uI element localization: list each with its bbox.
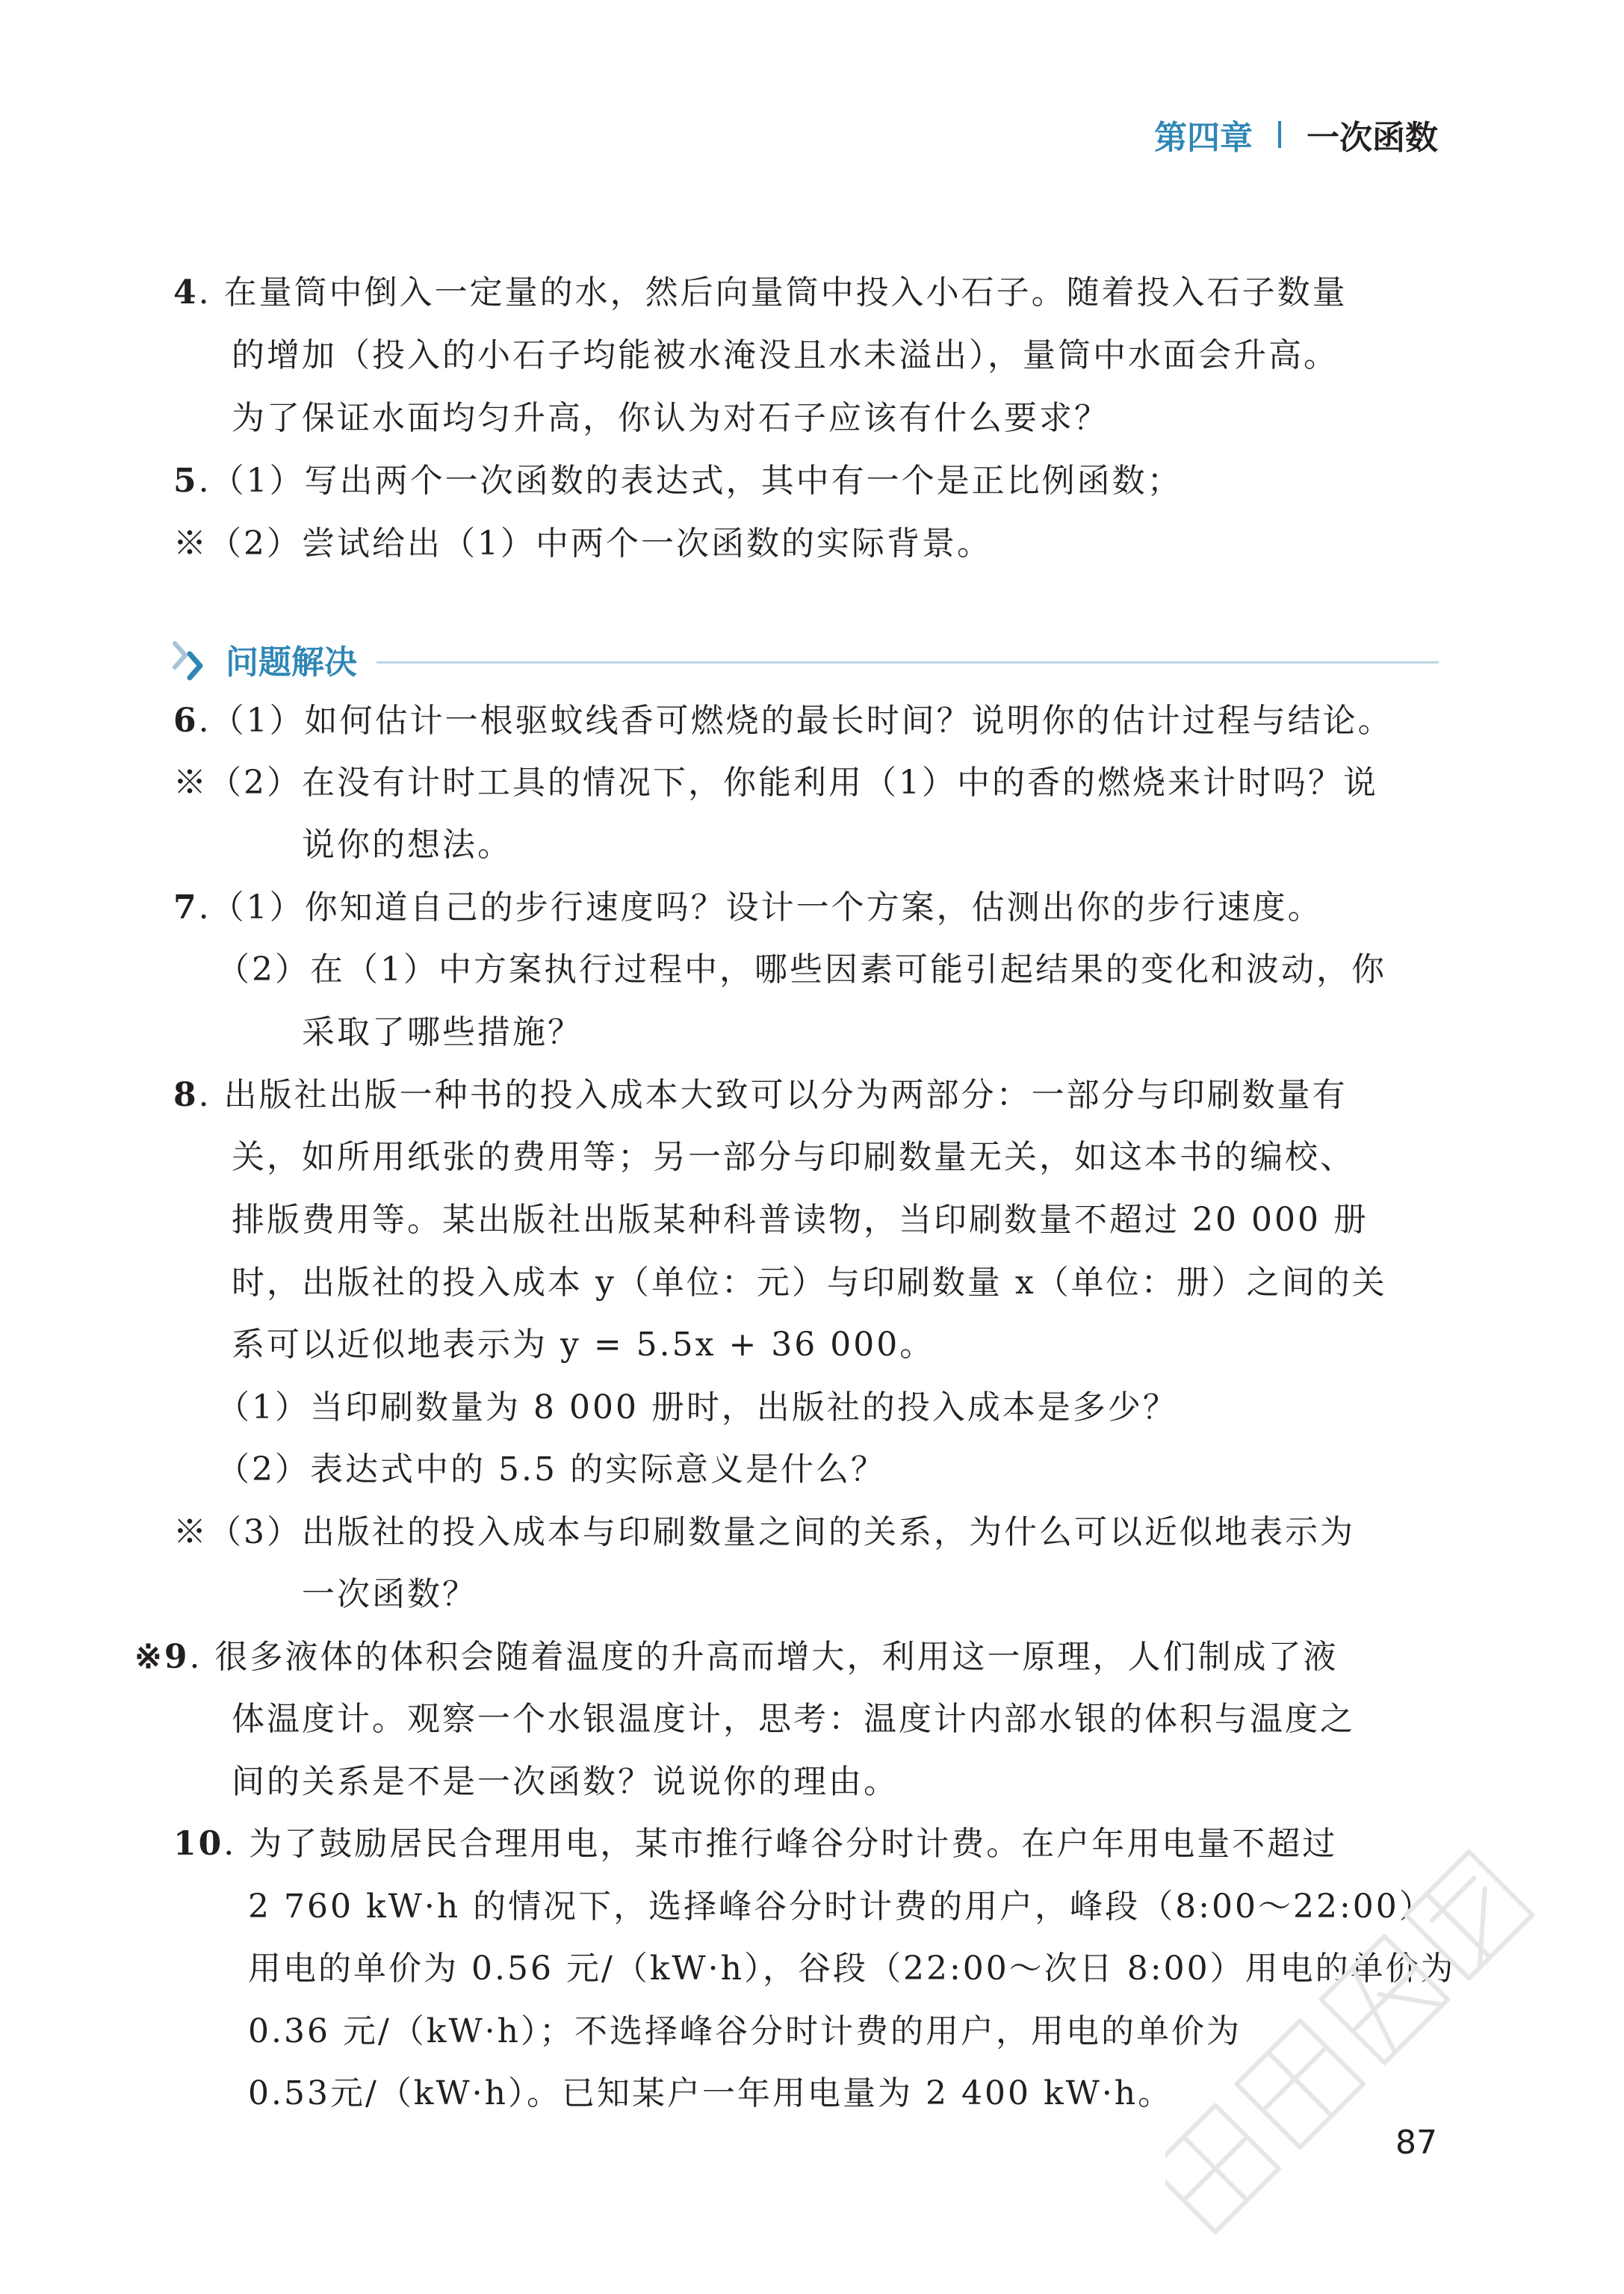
problem-4-line-2: 的增加（投入的小石子均能被水淹没且水未溢出），量筒中水面会升高。 <box>232 336 1339 374</box>
problem-10-line-5: 0.53元/（kW·h）。已知某户一年用电量为 2 400 kW·h。 <box>248 2074 1174 2112</box>
problem-6-line-3: 说你的想法。 <box>302 826 512 864</box>
problem-6-line-1: 6.（1）如何估计一根驱蚊线香可燃烧的最长时间？说明你的估计过程与结论。 <box>173 702 1393 740</box>
publisher-watermark <box>1165 1808 1624 2287</box>
problem-9-line-2: 体温度计。观察一个水银温度计，思考：温度计内部水银的体积与温度之 <box>232 1700 1355 1738</box>
problem-5-line-1: 5.（1）写出两个一次函数的表达式，其中有一个是正比例函数； <box>173 462 1183 500</box>
chapter-label: 第四章 <box>1154 119 1253 157</box>
problem-6-line-2: ※（2）在没有计时工具的情况下，你能利用（1）中的香的燃烧来计时吗？说 <box>173 764 1378 802</box>
chevron-icon <box>169 633 221 685</box>
problem-8-line-8: ※（3）出版社的投入成本与印刷数量之间的关系，为什么可以近似地表示为 <box>173 1513 1355 1551</box>
problem-8-line-2: 关，如所用纸张的费用等；另一部分与印刷数量无关，如这本书的编校、 <box>232 1138 1355 1176</box>
section-rule <box>376 661 1439 664</box>
problem-5-line-2: ※（2）尝试给出（1）中两个一次函数的实际背景。 <box>173 525 992 563</box>
problem-9-line-1: ※9. 很多液体的体积会随着温度的升高而增大，利用这一原理，人们制成了液 <box>134 1638 1339 1676</box>
problem-8-line-5: 系可以近似地表示为 y = 5.5x + 36 000。 <box>232 1326 935 1364</box>
problem-8-line-1: 8. 出版社出版一种书的投入成本大致可以分为两部分：一部分与印刷数量有 <box>173 1076 1348 1114</box>
running-header <box>1154 112 1483 157</box>
section-heading <box>169 629 1439 689</box>
section-title: 问题解决 <box>226 643 357 681</box>
header-divider <box>1278 121 1281 148</box>
problem-10-line-4: 0.36 元/（kW·h）；不选择峰谷分时计费的用户，用电的单价为 <box>248 2012 1242 2050</box>
problem-10-line-2: 2 760 kW·h 的情况下，选择峰谷分时计费的用户，峰段（8:00～22:00） <box>248 1888 1434 1926</box>
problem-7-line-1: 7.（1）你知道自己的步行速度吗？设计一个方案，估测出你的步行速度。 <box>173 888 1323 927</box>
problem-10-line-3: 用电的单价为 0.56 元/（kW·h），谷段（22:00～次日 8:00）用电的单价为 <box>248 1950 1456 1988</box>
problem-8-line-7: （2）表达式中的 5.5 的实际意义是什么？ <box>217 1450 886 1488</box>
problem-7-line-3: 采取了哪些措施？ <box>302 1013 583 1051</box>
problem-10-line-1: 10. 为了鼓励居民合理用电，某市推行峰谷分时计费。在户年用电量不超过 <box>173 1825 1338 1863</box>
problem-7-line-2: （2）在（1）中方案执行过程中，哪些因素可能引起结果的变化和波动，你 <box>217 950 1386 989</box>
problem-4-line-3: 为了保证水面均匀升高，你认为对石子应该有什么要求？ <box>232 399 1109 437</box>
problem-8-line-9: 一次函数？ <box>302 1575 477 1613</box>
chapter-title: 一次函数 <box>1307 119 1438 157</box>
problem-4-line-1: 4. 在量筒中倒入一定量的水，然后向量筒中投入小石子。随着投入石子数量 <box>173 273 1348 312</box>
problem-8-line-4: 时，出版社的投入成本 y（单位：元）与印刷数量 x（单位：册）之间的关 <box>232 1264 1387 1302</box>
page-number: 87 <box>1395 2124 1437 2162</box>
problem-8-line-6: （1）当印刷数量为 8 000 册时，出版社的投入成本是多少？ <box>217 1388 1178 1426</box>
problem-9-line-3: 间的关系是不是一次函数？说说你的理由。 <box>232 1763 899 1801</box>
problem-8-line-3: 排版费用等。某出版社出版某种科普读物，当印刷数量不超过 20 000 册 <box>232 1201 1369 1239</box>
